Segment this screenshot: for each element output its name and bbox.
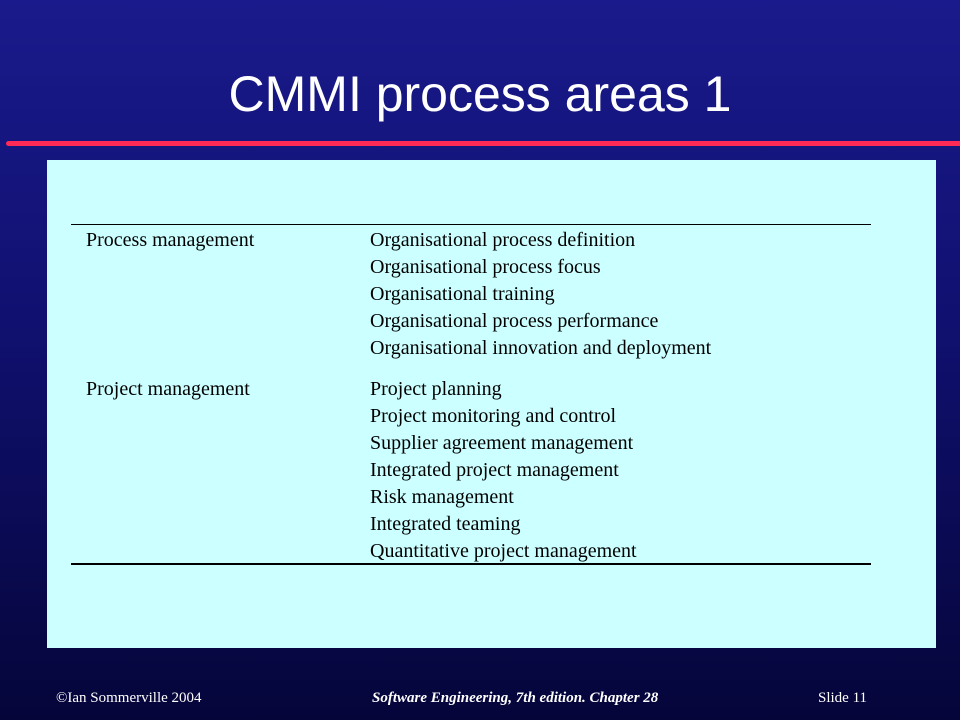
list-item: Integrated teaming xyxy=(370,513,521,535)
process-area-list xyxy=(370,227,711,362)
content-panel xyxy=(47,160,936,648)
group-label: Project management xyxy=(86,378,250,400)
list-item: Organisational process performance xyxy=(370,310,659,332)
title-underline xyxy=(6,141,960,146)
list-item: Integrated project management xyxy=(370,459,619,481)
list-item: Organisational process focus xyxy=(370,256,601,278)
table-bottom-rule xyxy=(71,563,871,565)
footer-copyright: ©Ian Sommerville 2004 xyxy=(56,690,202,706)
list-item: Project planning xyxy=(370,378,502,400)
list-item: Organisational training xyxy=(370,283,555,305)
group-label: Process management xyxy=(86,229,255,251)
list-item: Project monitoring and control xyxy=(370,405,617,427)
table-top-rule xyxy=(71,224,871,225)
list-item: Risk management xyxy=(370,486,514,508)
footer-book-title: Software Engineering, 7th edition. Chapter 28 xyxy=(372,690,659,706)
process-area-list xyxy=(370,376,637,565)
footer-slide-number: Slide 11 xyxy=(818,690,868,706)
slide-title: CMMI process areas 1 xyxy=(228,66,732,122)
list-item: Quantitative project management xyxy=(370,540,637,562)
list-item: Organisational process definition xyxy=(370,229,636,251)
list-item: Supplier agreement management xyxy=(370,432,634,454)
list-item: Organisational innovation and deployment xyxy=(370,337,712,359)
